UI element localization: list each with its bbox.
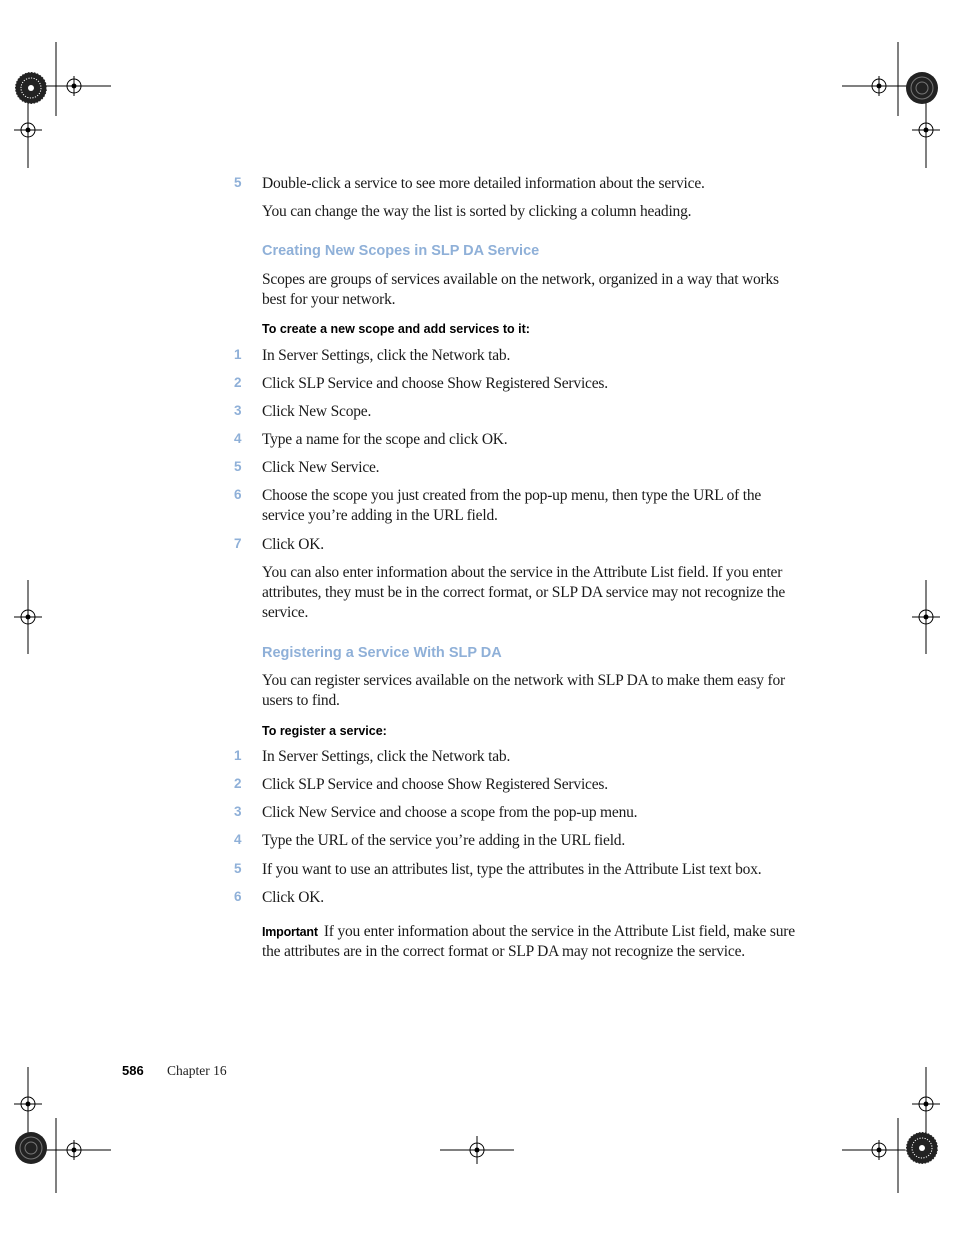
important-label: Important xyxy=(262,925,318,939)
step-text: Click New Service and choose a scope from the pop-up menu. xyxy=(262,804,638,821)
step-text: Choose the scope you just created from the pop-up menu, then type the URL of the service you’re adding in the URL field. xyxy=(262,487,762,524)
starburst-bottom-right xyxy=(906,1132,938,1164)
section-note: You can also enter information about the service in the Attribute List field. If you enter attributes, they must be in the correct format, or SLP DA service may not recognize the service. xyxy=(262,564,786,621)
step-text: Type the URL of the service you’re adding in the URL field. xyxy=(262,832,626,849)
step-number: 2 xyxy=(234,776,242,791)
step-number: 5 xyxy=(234,861,242,876)
step-text: In Server Settings, click the Network tab. xyxy=(262,748,511,765)
step-text: Click SLP Service and choose Show Registered Services. xyxy=(262,375,608,392)
step-number: 2 xyxy=(234,375,242,390)
step-text: Click New Service. xyxy=(262,459,380,476)
section-paragraph: You can register services available on the network with SLP DA to make them easy for users to find. xyxy=(262,672,785,709)
important-text: If you enter information about the service in the Attribute List field, make sure the attributes are in the correct format or SLP DA may not recognize the service. xyxy=(262,923,795,960)
step-number: 4 xyxy=(234,431,242,446)
important-note xyxy=(262,922,802,962)
task-heading: To create a new scope and add services to it: xyxy=(262,322,530,336)
step-number: 4 xyxy=(234,832,242,847)
step-text: Click New Scope. xyxy=(262,403,372,420)
intro-note: You can change the way the list is sorted by clicking a column heading. xyxy=(262,203,692,220)
step-number: 6 xyxy=(234,487,242,502)
section-paragraph: Scopes are groups of services available on the network, organized in a way that works best for your network. xyxy=(262,271,779,308)
step-text: In Server Settings, click the Network tab. xyxy=(262,347,511,364)
section-heading-register: Registering a Service With SLP DA xyxy=(262,645,502,661)
step-number: 1 xyxy=(234,748,242,763)
step-number: 5 xyxy=(234,459,242,474)
step-number: 3 xyxy=(234,403,242,418)
target-top-right xyxy=(906,72,938,104)
step-number: 7 xyxy=(234,536,242,551)
chapter-label: Chapter 16 xyxy=(167,1063,227,1078)
section-heading-scopes: Creating New Scopes in SLP DA Service xyxy=(262,243,540,259)
step-number: 5 xyxy=(234,175,242,190)
task-heading: To register a service: xyxy=(262,724,387,738)
step-number: 3 xyxy=(234,804,242,819)
page-number: 586 xyxy=(122,1063,144,1078)
step-text: Click SLP Service and choose Show Registered Services. xyxy=(262,776,608,793)
step-number: 1 xyxy=(234,347,242,362)
step-number: 6 xyxy=(234,889,242,904)
step-text: Double-click a service to see more detailed information about the service. xyxy=(262,175,705,192)
starburst-top-left xyxy=(15,72,47,104)
step-text: Click OK. xyxy=(262,536,324,553)
target-bottom-left xyxy=(15,1132,47,1164)
step-text: Click OK. xyxy=(262,889,324,906)
step-text: If you want to use an attributes list, type the attributes in the Attribute List text box. xyxy=(262,861,762,878)
step-text: Type a name for the scope and click OK. xyxy=(262,431,508,448)
